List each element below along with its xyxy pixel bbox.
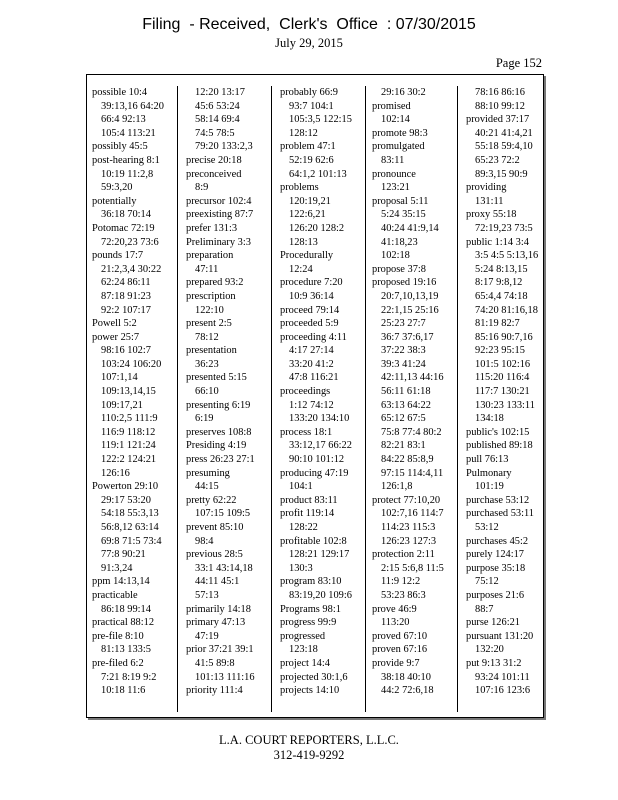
index-entry: public 1:14 3:4 — [466, 236, 529, 248]
index-entry: 88:10 99:12 — [475, 100, 525, 112]
index-entry: 97:15 114:4,11 — [381, 467, 444, 479]
index-entry: 105:3,5 122:15 — [289, 114, 352, 126]
index-entry: 4:17 27:14 — [289, 345, 334, 357]
index-entry: 86:18 99:14 — [101, 603, 151, 615]
index-entry: 107:1,14 — [101, 372, 138, 384]
index-entry: proposed 19:16 — [372, 277, 437, 289]
index-entry: 6:19 — [195, 413, 214, 425]
index-entry: problem 47:1 — [280, 141, 336, 153]
index-entry: 58:14 69:4 — [195, 114, 240, 126]
index-entry: 130:3 — [289, 562, 313, 574]
index-entry: 74:20 81:16,18 — [475, 304, 538, 316]
index-entry: proceed 79:14 — [280, 304, 340, 316]
index-entry: proven 67:16 — [372, 644, 428, 656]
index-entry: 63:13 64:22 — [381, 399, 431, 411]
index-entry: 29:16 30:2 — [381, 87, 426, 98]
index-entry: 79:20 133:2,3 — [195, 141, 253, 153]
index-entry: 113:20 — [381, 617, 410, 629]
document-date: July 29, 2015 — [275, 36, 343, 50]
index-entry: 83:19,20 109:6 — [289, 589, 352, 601]
index-entry: 84:22 85:8,9 — [381, 454, 434, 466]
index-entry: 2:15 5:6,8 11:5 — [381, 562, 444, 574]
index-entry: 119:1 121:24 — [101, 440, 156, 452]
index-entry: 47:11 — [195, 263, 219, 275]
index-entry: 36:23 — [195, 358, 219, 370]
index-entry: pretty 62:22 — [186, 494, 237, 506]
index-entry: 47:8 116:21 — [289, 372, 339, 384]
index-entry: 101:13 111:16 — [195, 671, 255, 683]
index-entry: priority 111:4 — [186, 685, 243, 697]
index-entry: purpose 35:18 — [466, 562, 526, 574]
index-entry: prove 46:9 — [372, 603, 417, 615]
index-entry: 102:14 — [381, 114, 410, 126]
index-entry: 21:2,3,4 30:22 — [101, 263, 162, 275]
index-entry: 39:3 41:24 — [381, 358, 426, 370]
index-entry: proposal 5:11 — [372, 195, 429, 207]
index-entry: profitable 102:8 — [280, 535, 347, 547]
index-entry: 117:7 130:21 — [475, 386, 530, 398]
index-entry: presentation — [186, 345, 237, 357]
index-entry: 44:2 72:6,18 — [381, 685, 434, 697]
index-entry: 74:5 78:5 — [195, 127, 235, 139]
index-entry: pre-file 8:10 — [92, 630, 144, 642]
index-entry: precursor 102:4 — [186, 195, 252, 207]
index-entry: purchase 53:12 — [466, 494, 530, 506]
index-entry: 12:24 — [289, 263, 313, 275]
index-entry: published 89:18 — [466, 440, 533, 452]
index-entry: projected 30:1,6 — [280, 671, 348, 683]
index-entry: problems — [280, 182, 319, 194]
index-entry: proceedings — [280, 386, 331, 398]
index-entry: 10:19 11:2,8 — [101, 168, 154, 180]
index-entry: 126:23 127:3 — [381, 535, 437, 547]
index-entry: Potomac 72:19 — [92, 222, 155, 234]
reporter-company: L.A. COURT REPORTERS, L.L.C. — [219, 733, 399, 747]
index-entry: protection 2:11 — [372, 549, 435, 561]
index-entry: prevent 85:10 — [186, 522, 244, 533]
index-entry: 22:1,15 25:16 — [381, 304, 439, 316]
index-entry: purchased 53:11 — [466, 508, 535, 520]
index-entry: 33:20 41:2 — [289, 358, 334, 370]
index-entry: 37:22 38:3 — [381, 345, 426, 357]
index-entry: 36:18 70:14 — [101, 209, 151, 221]
index-entry: 10:9 36:14 — [289, 290, 334, 302]
index-entry: 102:7,16 114:7 — [381, 508, 444, 520]
index-entry: 126:20 128:2 — [289, 222, 345, 234]
index-entry: presuming — [186, 467, 230, 479]
index-entry: 64:1,2 101:13 — [289, 168, 347, 180]
index-entry: primarily 14:18 — [186, 603, 251, 615]
index-entry: 65:12 67:5 — [381, 413, 426, 425]
index-entry: previous 28:5 — [186, 549, 243, 561]
index-entry: public's 102:15 — [466, 426, 530, 438]
index-entry: proceeding 4:11 — [280, 331, 347, 343]
index-entry: 81:13 133:5 — [101, 644, 151, 656]
index-entry: power 25:7 — [92, 331, 140, 343]
index-entry: 123:18 — [289, 644, 318, 656]
index-entry: 109:13,14,15 — [101, 386, 156, 398]
index-entry: 20:7,10,13,19 — [381, 290, 439, 302]
index-entry: process 18:1 — [280, 426, 333, 438]
index-entry: 133:20 134:10 — [289, 413, 350, 425]
index-entry: present 2:5 — [186, 318, 232, 330]
index-entry: 69:8 71:5 73:4 — [101, 535, 162, 547]
index-entry: presenting 6:19 — [186, 399, 251, 411]
page-number: Page 152 — [495, 56, 542, 70]
index-column-2 — [186, 86, 272, 712]
index-entry: 91:3,24 — [101, 562, 133, 574]
index-entry: 66:10 — [195, 386, 219, 398]
index-entry: provided 37:17 — [466, 114, 530, 126]
index-entry: projects 14:10 — [280, 685, 340, 697]
index-entry: promulgated — [372, 141, 425, 153]
index-entry: 52:19 62:6 — [289, 154, 334, 166]
index-entry: progress 99:9 — [280, 617, 337, 629]
index-entry: project 14:4 — [280, 657, 330, 669]
index-entry: 44:11 45:1 — [195, 576, 240, 588]
index-entry: 105:4 113:21 — [101, 127, 156, 139]
index-column-3 — [280, 86, 366, 712]
filing-stamp: Filing - Received, Clerk's Office : 07/30/2015 — [142, 16, 476, 33]
index-entry: 122:2 124:21 — [101, 454, 157, 466]
index-entry: put 9:13 31:2 — [466, 657, 522, 669]
index-entry: 40:21 41:4,21 — [475, 127, 533, 139]
index-entry: possibly 45:5 — [92, 141, 148, 153]
index-entry: promote 98:3 — [372, 127, 428, 139]
index-entry: 55:18 59:4,10 — [475, 141, 533, 153]
index-entry: 54:18 55:3,13 — [101, 508, 159, 520]
index-entry: 122:10 — [195, 304, 224, 316]
index-entry: 110:2,5 111:9 — [101, 413, 158, 425]
index-entry: 57:13 — [195, 589, 219, 601]
index-entry: 59:3,20 — [101, 182, 133, 194]
index-entry: producing 47:19 — [280, 467, 349, 479]
index-entry: 44:15 — [195, 481, 219, 493]
index-entry: proved 67:10 — [372, 630, 428, 642]
index-entry: possible 10:4 — [92, 87, 148, 98]
index-entry: pre-filed 6:2 — [92, 657, 144, 669]
index-entry: 128:21 129:17 — [289, 549, 350, 561]
index-entry: 75:8 77:4 80:2 — [381, 426, 442, 438]
index-entry: 89:3,15 90:9 — [475, 168, 528, 180]
index-entry: 92:23 95:15 — [475, 345, 525, 357]
index-entry: providing — [466, 182, 507, 194]
index-entry: prescription — [186, 290, 236, 302]
index-entry: 38:18 40:10 — [381, 671, 431, 683]
index-entry: 42:11,13 44:16 — [381, 372, 444, 384]
index-entry: 56:8,12 63:14 — [101, 522, 159, 533]
index-entry: program 83:10 — [280, 576, 342, 588]
index-entry: purchases 45:2 — [466, 535, 529, 547]
index-entry: 132:20 — [475, 644, 504, 656]
index-entry: 72:20,23 73:6 — [101, 236, 159, 248]
index-entry: pull 76:13 — [466, 454, 509, 466]
index-entry: 47:19 — [195, 630, 219, 642]
index-entry: profit 119:14 — [280, 508, 335, 520]
index-entry: 83:11 — [381, 154, 405, 166]
index-entry: 107:15 109:5 — [195, 508, 251, 520]
index-entry: 81:19 82:7 — [475, 318, 520, 330]
index-entry: practical 88:12 — [92, 617, 155, 629]
index-entry: 82:21 83:1 — [381, 440, 426, 452]
index-entry: 1:12 74:12 — [289, 399, 334, 411]
index-entry: primary 47:13 — [186, 617, 246, 629]
index-entry: 41:18,23 — [381, 236, 418, 248]
index-entry: 101:5 102:16 — [475, 358, 531, 370]
index-entry: 128:22 — [289, 522, 318, 533]
index-entry: proxy 55:18 — [466, 209, 517, 221]
index-entry: 109:17,21 — [101, 399, 143, 411]
index-entry: 123:21 — [381, 182, 410, 194]
index-entry: provide 9:7 — [372, 657, 420, 669]
index-entry: 36:7 37:6,17 — [381, 331, 434, 343]
index-entry: prior 37:21 39:1 — [186, 644, 254, 656]
index-entry: pursuant 131:20 — [466, 630, 534, 642]
reporter-phone: 312-419-9292 — [273, 748, 345, 762]
index-entry: prefer 131:3 — [186, 222, 238, 234]
index-entry: 53:23 86:3 — [381, 589, 426, 601]
index-entry: proceeded 5:9 — [280, 318, 339, 330]
index-entry: 8:9 — [195, 182, 209, 194]
index-entry: 8:17 9:8,12 — [475, 277, 523, 289]
index-entry: 78:12 — [195, 331, 219, 343]
index-entry: Powerton 29:10 — [92, 481, 159, 493]
index-entry: 92:2 107:17 — [101, 304, 151, 316]
index-entry: 126:16 — [101, 467, 130, 479]
index-entry: 78:16 86:16 — [475, 87, 525, 98]
index-entry: 66:4 92:13 — [101, 114, 146, 126]
index-entry: 131:11 — [475, 195, 504, 207]
index-entry: 93:24 101:11 — [475, 671, 530, 683]
index-entry: post-hearing 8:1 — [92, 154, 160, 166]
index-entry: 41:5 89:8 — [195, 657, 235, 669]
index-entry: purse 126:21 — [466, 617, 520, 629]
index-entry: 115:20 116:4 — [475, 372, 530, 384]
index-entry: 126:1,8 — [381, 481, 413, 493]
index-entry: 56:11 61:18 — [381, 386, 431, 398]
index-entry: pounds 17:7 — [92, 250, 144, 262]
index-entry: Programs 98:1 — [280, 603, 341, 615]
index-entry: 65:23 72:2 — [475, 154, 520, 166]
index-entry: 130:23 133:11 — [475, 399, 535, 411]
index-entry: 85:16 90:7,16 — [475, 331, 533, 343]
index-entry: 128:12 — [289, 127, 318, 139]
index-entry: 98:4 — [195, 535, 214, 547]
index-entry: 75:12 — [475, 576, 499, 588]
index-entry: 29:17 53:20 — [101, 494, 151, 506]
index-entry: Procedurally — [280, 250, 334, 262]
index-entry: presented 5:15 — [186, 372, 247, 384]
index-entry: 87:18 91:23 — [101, 290, 151, 302]
index-entry: potentially — [92, 195, 137, 207]
index-entry: propose 37:8 — [372, 263, 426, 275]
index-entry: 45:6 53:24 — [195, 100, 240, 112]
index-entry: preconceived — [186, 168, 242, 180]
index-entry: 3:5 4:5 5:13,16 — [475, 250, 539, 262]
index-entry: 98:16 102:7 — [101, 345, 151, 357]
index-entry: 11:9 12:2 — [381, 576, 421, 588]
index-entry: 120:19,21 — [289, 195, 331, 207]
index-entry: 88:7 — [475, 603, 494, 615]
index-entry: 122:6,21 — [289, 209, 326, 221]
index-entry: 62:24 86:11 — [101, 277, 151, 289]
index-entry: 93:7 104:1 — [289, 100, 334, 112]
index-entry: practicable — [92, 589, 138, 601]
index-entry: 7:21 8:19 9:2 — [101, 671, 157, 683]
index-entry: Preliminary 3:3 — [186, 236, 251, 248]
index-entry: 25:23 27:7 — [381, 318, 426, 330]
index-entry: promised — [372, 100, 411, 112]
index-entry: product 83:11 — [280, 494, 338, 506]
index-entry: 107:16 123:6 — [475, 685, 531, 697]
index-column-4 — [372, 86, 458, 712]
index-column-5 — [466, 86, 552, 712]
index-entry: 33:12,17 66:22 — [289, 440, 352, 452]
index-entry: precise 20:18 — [186, 154, 242, 166]
index-entry: 103:24 106:20 — [101, 358, 162, 370]
index-entry: pronounce — [372, 168, 416, 180]
index-entry: ppm 14:13,14 — [92, 576, 150, 588]
index-entry: Pulmonary — [466, 467, 512, 479]
index-entry: 33:1 43:14,18 — [195, 562, 253, 574]
index-column-1 — [92, 86, 178, 712]
index-entry: purely 124:17 — [466, 549, 525, 561]
index-entry: Powell 5:2 — [92, 318, 137, 330]
index-entry: 65:4,4 74:18 — [475, 290, 528, 302]
index-entry: 5:24 35:15 — [381, 209, 426, 221]
index-entry: 39:13,16 64:20 — [101, 100, 164, 112]
index-entry: preexisting 87:7 — [186, 209, 254, 221]
index-entry: 114:23 115:3 — [381, 522, 436, 533]
index-entry: preserves 108:8 — [186, 426, 252, 438]
index-entry: Presiding 4:19 — [186, 440, 247, 452]
index-entry: 90:10 101:12 — [289, 454, 345, 466]
index-entry: 102:18 — [381, 250, 410, 262]
index-entry: 5:24 8:13,15 — [475, 263, 528, 275]
index-entry: 53:12 — [475, 522, 499, 533]
index-entry: 10:18 11:6 — [101, 685, 146, 697]
index-entry: progressed — [280, 630, 326, 642]
index-entry: 72:19,23 73:5 — [475, 222, 533, 234]
index-entry: protect 77:10,20 — [372, 494, 441, 506]
index-entry: 134:18 — [475, 413, 504, 425]
index-entry: 104:1 — [289, 481, 313, 493]
index-entry: prepared 93:2 — [186, 277, 244, 289]
index-entry: 77:8 90:21 — [101, 549, 146, 561]
index-entry: procedure 7:20 — [280, 277, 343, 289]
index-entry: 101:19 — [475, 481, 504, 493]
index-entry: 12:20 13:17 — [195, 87, 245, 98]
index-entry: press 26:23 27:1 — [186, 454, 255, 466]
index-entry: purposes 21:6 — [466, 589, 525, 601]
index-entry: 40:24 41:9,14 — [381, 222, 439, 234]
index-entry: 128:13 — [289, 236, 318, 248]
index-entry: probably 66:9 — [280, 87, 339, 98]
index-entry: preparation — [186, 250, 234, 262]
index-entry: 116:9 118:12 — [101, 426, 156, 438]
